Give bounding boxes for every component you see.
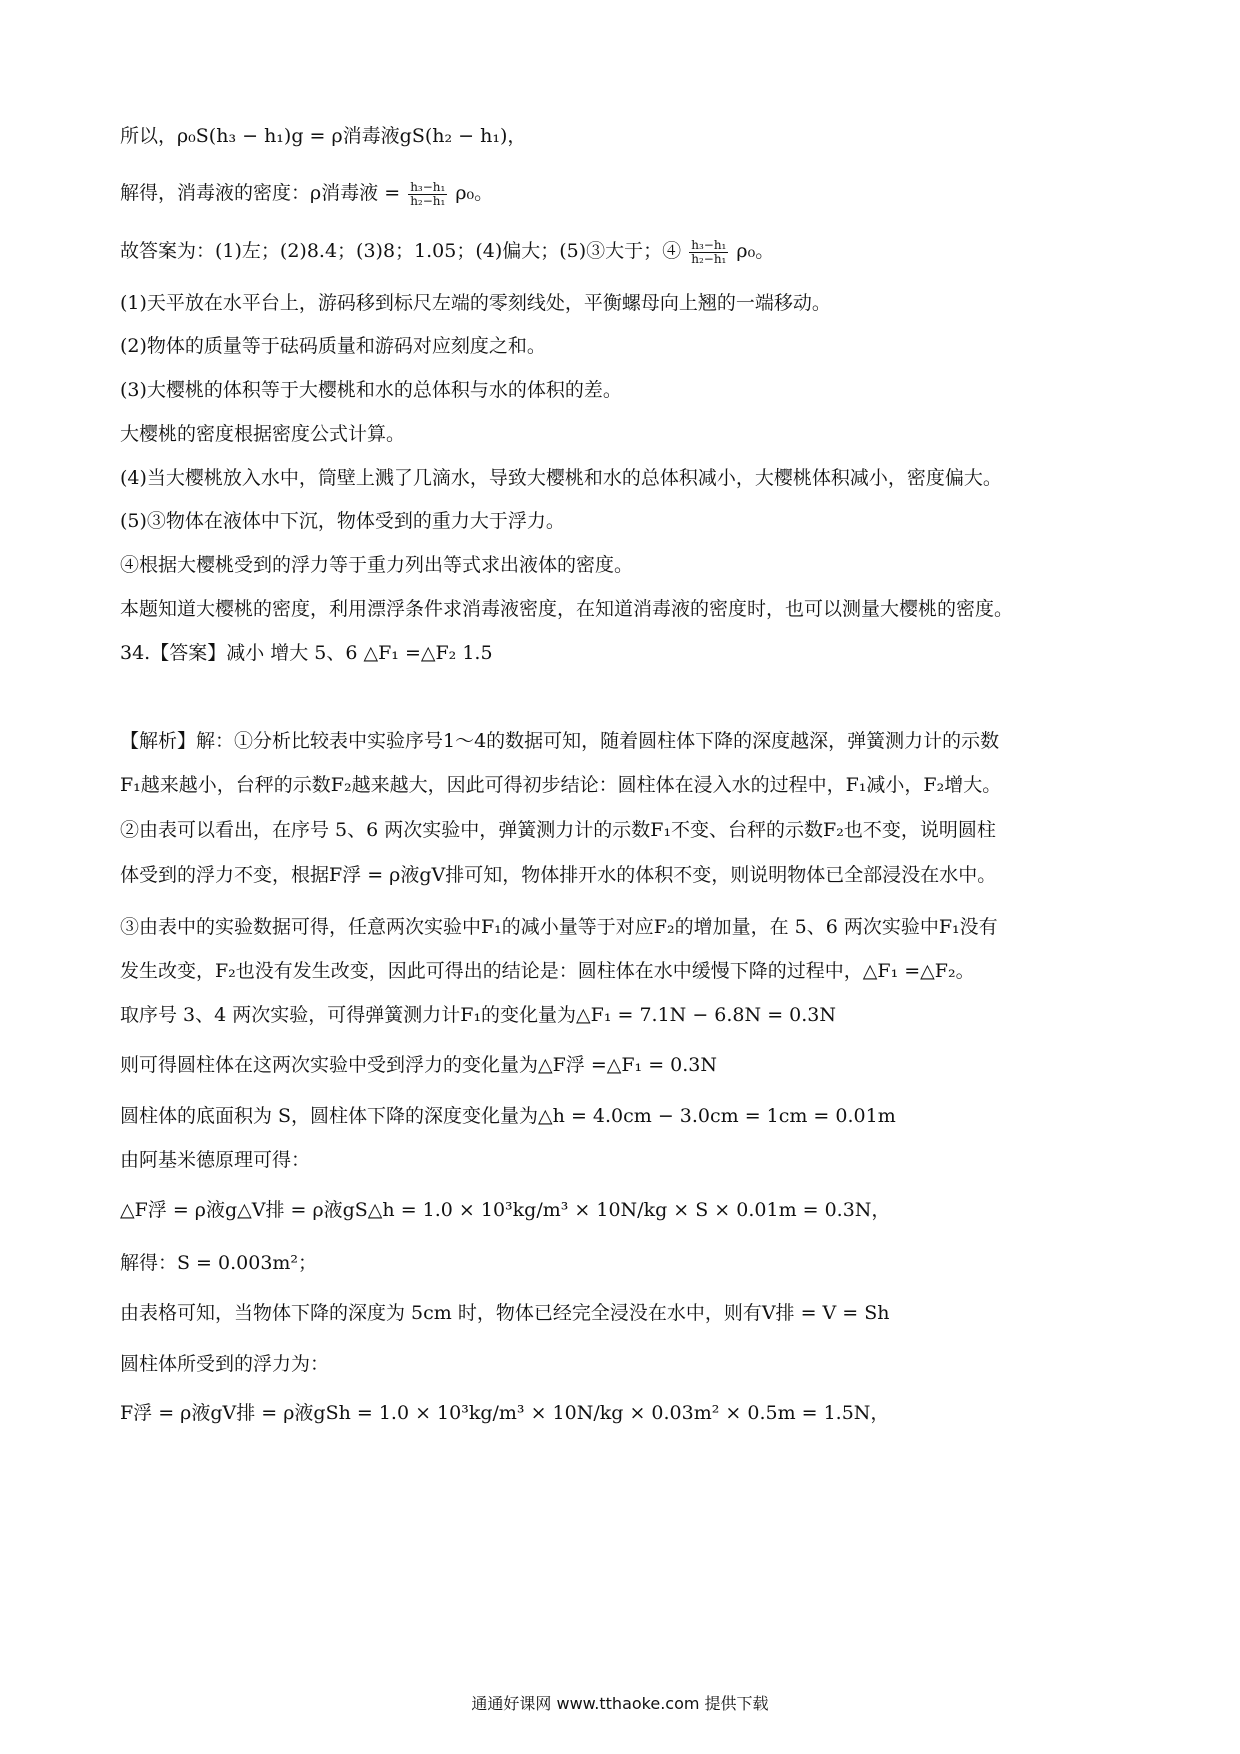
paragraph-line: 由阿基米德原理可得： [120, 1149, 311, 1171]
paragraph-line: 则可得圆柱体在这两次实验中受到浮力的变化量为△F浮 =△F₁ = 0.3N [120, 1054, 718, 1076]
paragraph-line: (4)当大樱桃放入水中，筒壁上溅了几滴水，导致大樱桃和水的总体积减小，大樱桃体积减小，密度偏大。 [120, 467, 1002, 489]
paragraph-line: 解得：S = 0.003m²； [120, 1252, 318, 1274]
fraction [408, 181, 447, 208]
page-footer: 通通好课网 www.tthaoke.com 提供下载 [471, 1694, 769, 1713]
paragraph-line: (3)大樱桃的体积等于大樱桃和水的总体积与水的体积的差。 [120, 379, 622, 401]
line-text: 故答案为：(1)左；(2)8.4；(3)8；1.05；(4)偏大；(5)③大于；④ [120, 240, 682, 262]
answer-heading: 34.【答案】减小 增大 5、6 △F₁ =△F₂ 1.5 [120, 642, 493, 664]
paragraph-line: ④根据大樱桃受到的浮力等于重力列出等式求出液体的密度。 [120, 554, 634, 576]
fraction [689, 239, 728, 266]
fraction-suffix: ρ₀。 [455, 182, 494, 204]
paragraph-line: ②由表可以看出，在序号 5、6 两次实验中，弹簧测力计的示数F₁不变、台秤的示数F₂也不变，说明圆柱 [120, 819, 996, 841]
paragraph-line: 【解析】解：①分析比较表中实验序号1～4的数据可知，随着圆柱体下降的深度越深，弹簧测力计的示数 [120, 730, 1000, 752]
paragraph-line: (5)③物体在液体中下沉，物体受到的重力大于浮力。 [120, 510, 565, 532]
paragraph-line: 取序号 3、4 两次实验，可得弹簧测力计F₁的变化量为△F₁ = 7.1N − 6.8N = 0.3N [120, 1004, 836, 1026]
paragraph-line: 圆柱体所受到的浮力为： [120, 1353, 330, 1375]
paragraph-line: (1)天平放在水平台上，游码移到标尺左端的零刻线处，平衡螺母向上翘的一端移动。 [120, 292, 831, 314]
paragraph-line: (2)物体的质量等于砝码质量和游码对应刻度之和。 [120, 335, 546, 357]
paragraph-line: F₁越来越小，台秤的示数F₂越来越大，因此可得初步结论：圆柱体在浸入水的过程中，F₁减小，F₂增大。 [120, 774, 1002, 796]
answer-summary-line [120, 238, 774, 266]
paragraph-line: 本题知道大樱桃的密度，利用漂浮条件求消毒液密度，在知道消毒液的密度时，也可以测量大樱桃的密度。 [120, 598, 1014, 620]
paragraph-line-with-fraction [120, 180, 493, 208]
paragraph-line: ③由表中的实验数据可得，任意两次实验中F₁的减小量等于对应F₂的增加量，在 5、6 两次实验中F₁没有 [120, 916, 998, 938]
fraction-suffix: ρ₀。 [736, 240, 775, 262]
paragraph-line: 由表格可知，当物体下降的深度为 5cm 时，物体已经完全浸没在水中，则有V排 = V = Sh [120, 1302, 890, 1324]
paragraph-line: 所以，ρ₀S(h₃ − h₁)g = ρ消毒液gS(h₂ − h₁)， [120, 125, 527, 147]
fraction-numerator: h₃−h₁ [410, 179, 446, 194]
fraction-numerator: h₃−h₁ [691, 237, 727, 252]
paragraph-line: 大樱桃的密度根据密度公式计算。 [120, 423, 406, 445]
paragraph-line: 发生改变，F₂也没有发生改变，因此可得出的结论是：圆柱体在水中缓慢下降的过程中，△F₁ =△F₂。 [120, 960, 975, 982]
fraction-denominator: h₂−h₁ [691, 251, 727, 266]
line-text: 解得，消毒液的密度：ρ消毒液 = [120, 182, 401, 204]
paragraph-line: 圆柱体的底面积为 S，圆柱体下降的深度变化量为△h = 4.0cm − 3.0cm = 1cm = 0.01m [120, 1105, 896, 1127]
equation-line: F浮 = ρ液gV排 = ρ液gSh = 1.0 × 10³kg/m³ × 10N/kg × 0.03m² × 0.5m = 1.5N， [120, 1402, 890, 1424]
fraction-denominator: h₂−h₁ [410, 193, 446, 208]
equation-line: △F浮 = ρ液g△V排 = ρ液gS△h = 1.0 × 10³kg/m³ × 10N/kg × S × 0.01m = 0.3N， [120, 1199, 891, 1221]
paragraph-line: 体受到的浮力不变，根据F浮 = ρ液gV排可知，物体排开水的体积不变，则说明物体已全部浸没在水中。 [120, 864, 997, 886]
